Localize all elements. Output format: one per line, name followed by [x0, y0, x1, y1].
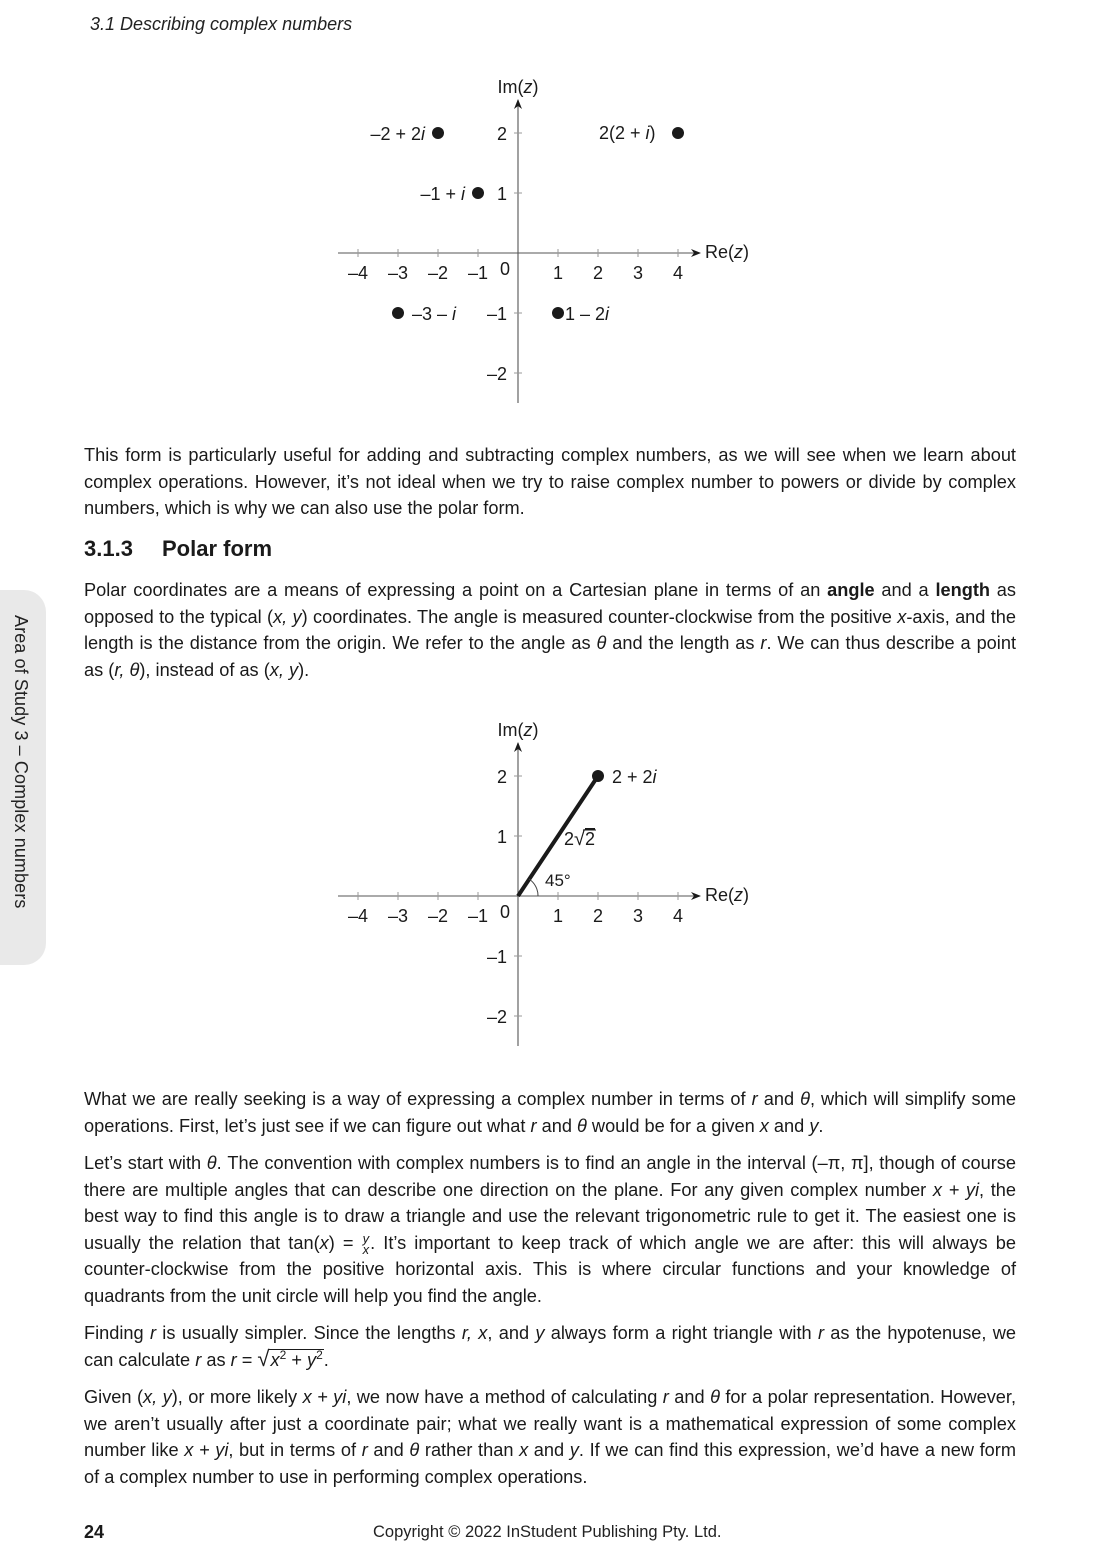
- svg-text:–1: –1: [467, 263, 489, 283]
- svg-text:–4: –4: [347, 263, 369, 283]
- svg-text:–3: –3: [387, 906, 409, 926]
- svg-text:2: 2: [592, 263, 604, 283]
- svg-text:3: 3: [632, 906, 644, 926]
- svg-text:0: 0: [499, 259, 511, 279]
- svg-text:–2: –2: [486, 364, 507, 384]
- argand-diagram-polar: [0, 700, 1100, 1060]
- paragraph-cartesian-form: This form is particularly useful for adding and subtracting complex numbers, as we will see when we learn about complex operations. However, it’s not ideal when we try to raise complex number to powers or divide by complex numbers, which is why we can also use the polar form.: [84, 445, 1016, 518]
- svg-text:2: 2: [592, 906, 604, 926]
- svg-text:0: 0: [499, 902, 511, 922]
- argand-diagram-points: [0, 0, 1100, 420]
- svg-text:–1: –1: [467, 906, 489, 926]
- point-2-plus-2i: [592, 770, 604, 782]
- paragraph-polar-expression: Given (x, y), or more likely x + yi, we now have a method of calculating r and θ for a polar representation. However, we aren’t usually after just a coordinate pair; what we really want is a mathematical expression of some complex number like x + yi, but in terms of r and θ rather than x and y. If we can find this expression, we’d have a new form of a complex number to use in performing complex operations.: [84, 1387, 1017, 1487]
- point-neg1-plus-i: [472, 187, 484, 199]
- svg-text:1: 1: [496, 184, 507, 204]
- angle-arc: [529, 879, 538, 896]
- section-heading: 3.1.3 Polar form: [84, 536, 273, 561]
- svg-text:1: 1: [552, 263, 564, 283]
- svg-text:–1: –1: [486, 947, 507, 967]
- svg-text:Im(z): Im(z): [497, 720, 539, 740]
- svg-text:–2: –2: [427, 906, 449, 926]
- svg-text:–4: –4: [347, 906, 369, 926]
- svg-text:1 – 2i: 1 – 2i: [565, 304, 610, 324]
- sqrt-symbol: √: [257, 1345, 270, 1371]
- svg-text:–1: –1: [486, 304, 507, 324]
- svg-text:1: 1: [496, 827, 507, 847]
- svg-text:2√2: 2√2: [564, 828, 596, 850]
- svg-text:45°: 45°: [545, 871, 571, 890]
- svg-text:2: 2: [496, 767, 507, 787]
- svg-text:–2: –2: [427, 263, 449, 283]
- paragraph-finding-theta: Let’s start with θ. The convention with complex numbers is to find an angle in the interval (–π, π], though of course there are multiple angles that can describe one direction on the plane. For any given complex number x + yi, the best way to find this angle is to draw a triangle and use the relevant trigonometric rule to get it. The easiest one is usually the relation that tan(x) = y x . It’s important to keep track of which angle we are after: this will always be counter-clockwise from the positive horizontal axis. This is where circular functions and your knowledge of quadrants from the unit circle will help you find the angle.: [84, 1153, 1016, 1306]
- svg-text:–2 + 2i: –2 + 2i: [370, 124, 425, 144]
- svg-text:–1 + i: –1 + i: [420, 184, 465, 204]
- svg-text:3: 3: [632, 263, 644, 283]
- svg-text:–3: –3: [387, 263, 409, 283]
- fraction-y-over-x: y x: [362, 1230, 370, 1257]
- side-tab-label: Area of Study 3 – Complex numbers: [11, 615, 31, 909]
- paragraph-finding-r: Finding r is usually simpler. Since the lengths r, x, and y always form a right triangle with r as the hypotenuse, we can calculate r as $r = √x^2 + y^2$.: [84, 1323, 1016, 1371]
- paragraph-seeking-r-theta: What we are really seeking is a way of expressing a complex number in terms of r and θ, which will simplify some operations. First, let’s just see if we can figure out what r and θ would be for a given x and y.: [84, 1089, 1016, 1136]
- svg-text:1: 1: [552, 906, 564, 926]
- point-neg2-plus-2i: [432, 127, 444, 139]
- svg-text:2(2 + i): 2(2 + i): [599, 123, 656, 143]
- point-2-times-2-plus-i: [672, 127, 684, 139]
- running-head: 3.1 Describing complex numbers: [90, 14, 353, 34]
- svg-text:Re(z): Re(z): [705, 242, 750, 262]
- paragraph-polar-intro: Polar coordinates are a means of expressing a point on a Cartesian plane in terms of an angle and a length as opposed to the typical (x, y) coordinates. The angle is measured counter-clockwise from the positive x-axis, and the length is the distance from the origin. We refer to the angle as θ and the length as r. We can thus describe a point as (r, θ), instead of as (x, y).: [84, 580, 1017, 680]
- svg-text:2: 2: [496, 124, 507, 144]
- svg-text:Im(z): Im(z): [497, 77, 539, 97]
- svg-text:4: 4: [672, 263, 684, 283]
- svg-text:–2: –2: [486, 1007, 507, 1027]
- point-1-minus-2i: [552, 307, 564, 319]
- copyright: Copyright © 2022 InStudent Publishing Pty. Ltd.: [373, 1523, 722, 1541]
- page-number: 24: [84, 1522, 105, 1542]
- svg-text:2 + 2i: 2 + 2i: [612, 767, 657, 787]
- svg-text:Re(z): Re(z): [705, 885, 750, 905]
- point-neg3-minus-i: [392, 307, 404, 319]
- svg-text:4: 4: [672, 906, 684, 926]
- radicand: $x^2 + y^2$: [270, 1347, 323, 1370]
- svg-text:–3 – i: –3 – i: [412, 304, 457, 324]
